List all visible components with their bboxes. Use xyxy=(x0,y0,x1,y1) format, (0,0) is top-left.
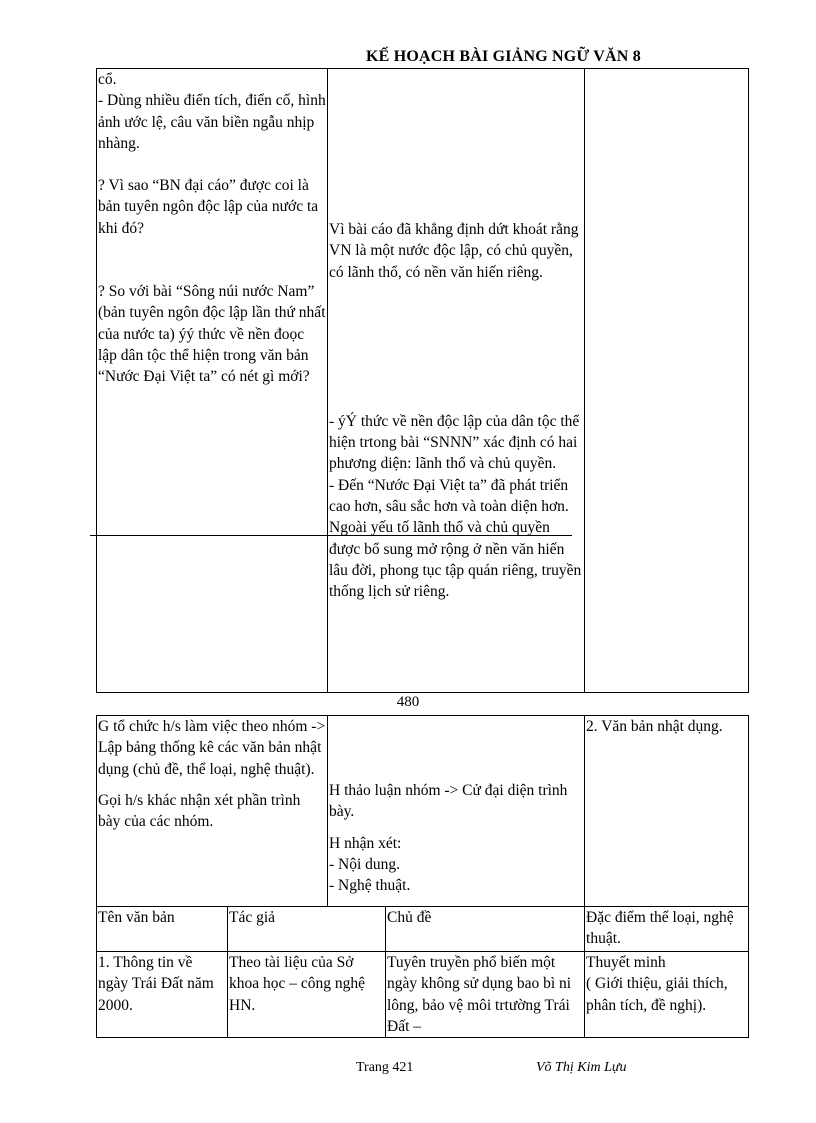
cell-dac-diem-text: Thuyết minh ( Giới thiệu, giải thích, phân tích, đề nghị). xyxy=(586,954,728,1014)
strike-line xyxy=(90,535,572,536)
teacher-activity-cell xyxy=(97,716,328,907)
notes-column xyxy=(585,69,749,693)
student-activity-cell xyxy=(328,716,585,907)
cell-ten-van-ban: 1. Thông tin về ngày Trái Đất năm 2000. xyxy=(97,952,228,1038)
answer-column xyxy=(328,69,585,693)
teacher-activity: G tổ chức h/s làm việc theo nhóm -> Lập bảng thống kê các văn bản nhật dụng (chủ đề, thể loại, nghệ thuật). xyxy=(98,718,326,778)
text-block: cổ. - Dùng nhiều điển tích, điển cố, hình ảnh ước lệ, câu văn biền ngẫu nhịp nhàng. xyxy=(98,71,326,152)
student-activity-2: H nhận xét: - Nội dung. - Nghệ thuật. xyxy=(329,834,411,895)
question-column xyxy=(97,69,328,693)
answer-1: Vì bài cáo đã khẳng định dứt khoát rằng VN là một nước độc lập, có chủ quyền, có lãnh thổ, có nền văn hiến riêng. xyxy=(329,221,579,281)
question-2: ? So với bài “Sông núi nước Nam” (bản tuyên ngôn độc lập lần thứ nhất của nước ta) ýý thức về nền đoọc lập dân tộc thể hiện trong văn bản “Nước Đại Việt ta” có nét gì mới? xyxy=(98,283,326,386)
lesson-table-bottom xyxy=(96,715,749,1038)
header-chu-de: Chủ đề xyxy=(386,907,585,952)
cell-chu-de: Tuyên truyền phổ biến một ngày không sử dụng bao bì ni lông, bảo vệ môi trtường Trái Đất – xyxy=(386,952,585,1038)
footer-author: Võ Thị Kim Lựu xyxy=(536,1060,627,1075)
header-ten-van-ban: Tên văn bản xyxy=(97,907,228,952)
document-header: KẾ HOẠCH BÀI GIẢNG NGỮ VĂN 8 xyxy=(366,48,641,65)
lesson-table-top xyxy=(96,68,749,693)
student-activity: H thảo luận nhóm -> Cử đại diện trình bày. xyxy=(329,782,568,821)
header-dac-diem: Đặc điểm thể loại, nghệ thuật. xyxy=(585,907,749,952)
header-tac-gia: Tác giả xyxy=(228,907,386,952)
teacher-activity-2: Gọi h/s khác nhận xét phần trình bày của các nhóm. xyxy=(98,791,301,831)
page-number: 480 xyxy=(396,694,420,710)
section-title-cell xyxy=(585,716,749,907)
answer-3: - Đến “Nước Đại Việt ta” đã phát triển cao hơn, sâu sắc hơn và toàn diện hơn. Ngoài yếu tố lãnh thổ và chủ quyền được bổ sung mở rộng ở nền văn hiến lâu đời, phong tục tập quán riêng, truyền thống lịch sử riêng. xyxy=(329,476,582,601)
question-1: ? Vì sao “BN đại cáo” được coi là bản tuyên ngôn độc lập của nước ta khi đó? xyxy=(98,177,319,237)
footer-page-number: Trang 421 xyxy=(356,1060,414,1075)
cell-tac-gia: Theo tài liệu của Sở khoa học – công nghệ HN. xyxy=(228,952,386,1038)
answer-2: - ýÝ thức về nền độc lập của dân tộc thể hiện trtong bài “SNNN” xác định có hai phương diện: lãnh thổ và chủ quyền. xyxy=(329,412,580,473)
cell-dac-diem xyxy=(585,952,749,1038)
section-title: 2. Văn bản nhật dụng. xyxy=(586,718,723,735)
